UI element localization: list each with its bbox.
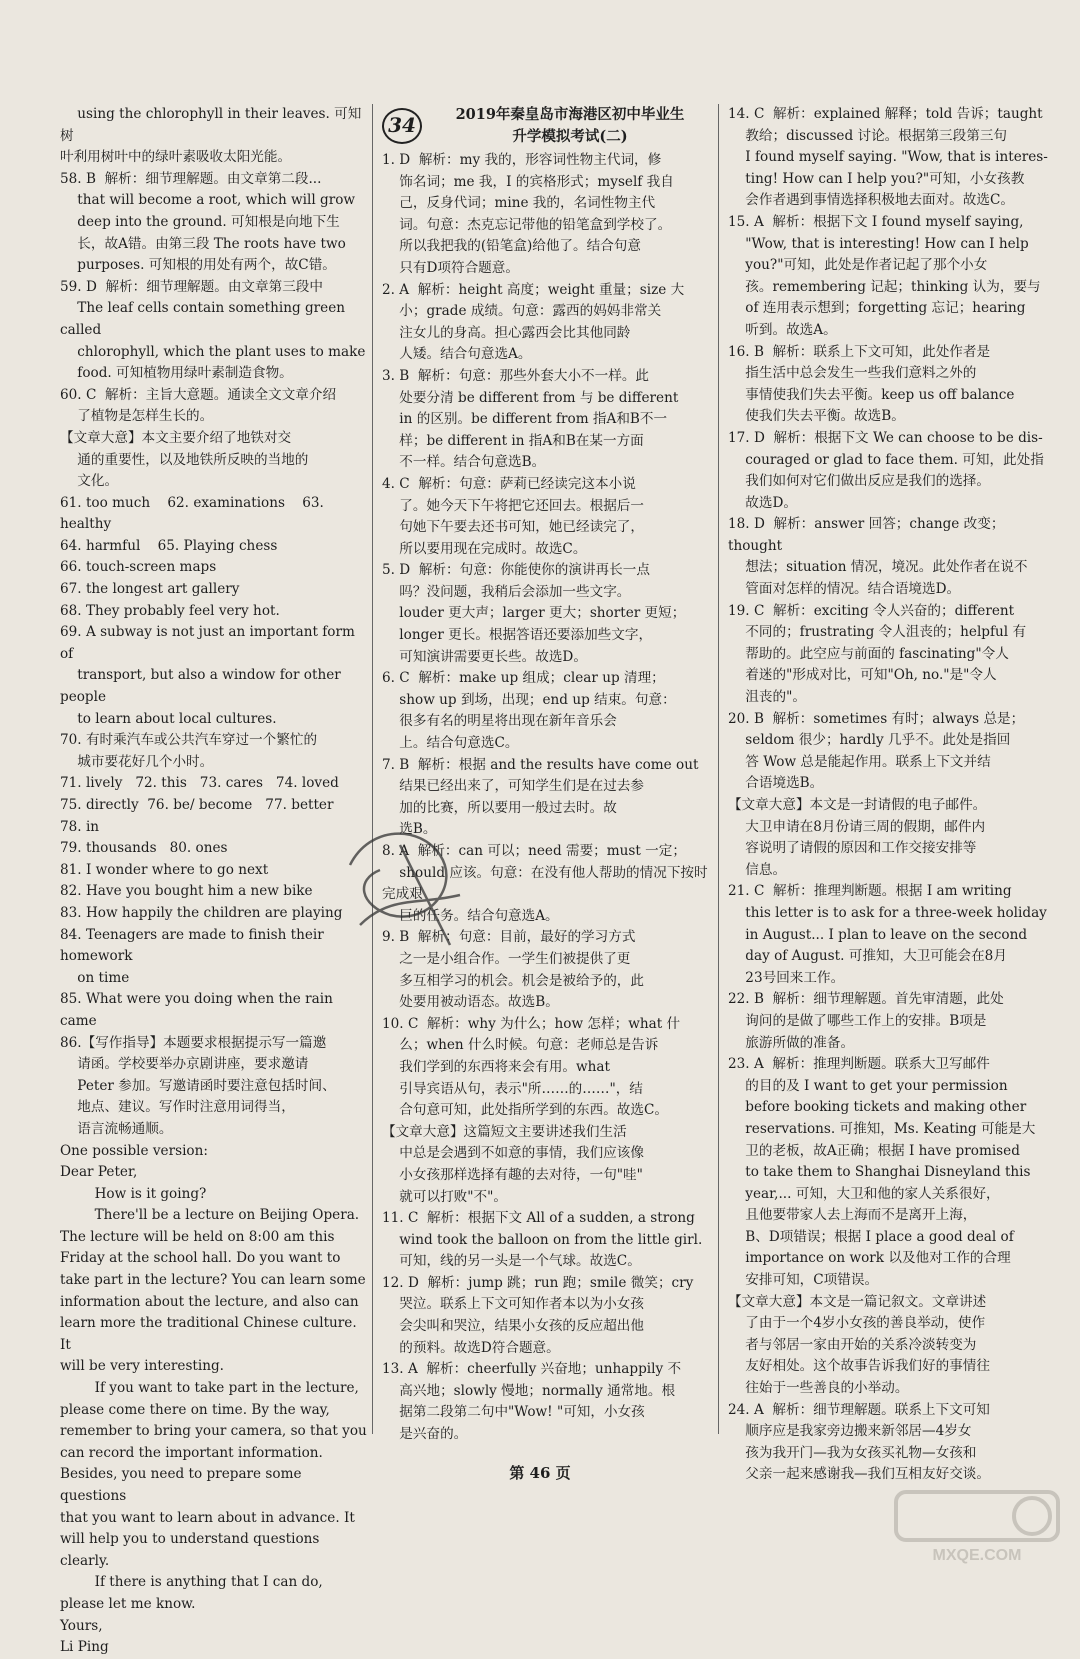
text-line: 想法；situation 情况，境况。此处作者在说不 <box>728 559 1028 576</box>
text-line: 71. lively 72. this 73. cares 74. loved <box>60 775 339 792</box>
text-line: please come there on time. By the way, <box>60 1401 330 1418</box>
exam-number-badge: 34 <box>382 108 422 144</box>
text-line: 教给；discussed 讨论。根据第三段第三句 <box>728 127 1008 144</box>
text-line: before booking tickets and making other <box>728 1099 1027 1116</box>
text-line: in 的区别。be different from 指A和B不一 <box>382 411 668 428</box>
text-line: seldom 很少；hardly 几乎不。此处是指回 <box>728 732 1011 749</box>
text-line: 沮丧的"。 <box>728 689 806 706</box>
text-line: year,... 可知，大卫和他的家人关系很好， <box>728 1185 1000 1202</box>
text-line: 事情使我们失去平衡。keep us off balance <box>728 386 1015 403</box>
handwritten-scribble <box>330 805 480 955</box>
text-line: 之一是小组合作。一学生们被提供了更 <box>382 950 631 967</box>
page-number: 第 46 页 <box>509 1464 571 1482</box>
text-line: 86.【写作指导】本题要求根据提示写一篇邀 <box>60 1034 327 1051</box>
text-line: 会作者遇到事情选择积极地去面对。故选C。 <box>728 192 1014 209</box>
text-line: 21. C 解析：推理判断题。根据 I am writing <box>728 883 1012 900</box>
text-line: 词。句意：杰克忘记带他的铅笔盒到学校了。 <box>382 216 672 233</box>
text-line: 79. thousands 80. ones <box>60 840 228 857</box>
text-line: 旅游所做的准备。 <box>728 1034 855 1051</box>
text-line: 16. B 解析：联系上下文可知，此处作者是 <box>728 343 991 360</box>
text-line: 大卫申请在8月份请三周的假期，邮件内 <box>728 818 986 835</box>
text-line: 小；grade 成绩。句意：露西的妈妈非常关 <box>382 303 662 320</box>
watermark-text: MXQE.COM <box>932 1547 1022 1564</box>
text-line: 管面对怎样的情况。结合语境选D。 <box>728 581 961 598</box>
text-line: couraged or glad to face them. 可知，此处指 <box>728 451 1044 468</box>
text-line: 使我们失去平衡。故选B。 <box>728 408 905 425</box>
text-line: 13. A 解析：cheerfully 兴奋地；unhappily 不 <box>382 1361 682 1378</box>
text-line: chlorophyll, which the plant uses to make <box>60 343 366 360</box>
text-line: 15. A 解析：根据下文 I found myself saying, <box>728 213 1024 230</box>
text-line: 1. D 解析：my 我的，形容词性物主代词，修 <box>382 152 662 168</box>
text-line: 就可以打败"不"。 <box>382 1188 507 1205</box>
text-line: 者与邻居一家由开始的关系冷淡转变为 <box>728 1336 977 1353</box>
text-line: remember to bring your camera, so that you <box>60 1423 367 1440</box>
text-line: 所以我把我的(铅笔盒)给他了。结合句意 <box>382 238 641 255</box>
text-line: 83. How happily the children are playing <box>60 904 343 921</box>
column-divider <box>718 104 719 1434</box>
text-line: you?"可知，此处是作者记起了那个小女 <box>728 257 988 274</box>
text-line: 81. I wonder where to go next <box>60 861 269 878</box>
text-line: 合语境选B。 <box>728 775 824 792</box>
text-line: 孩。remembering 记起；thinking 认为，要与 <box>728 278 1041 295</box>
text-line: 58. B 解析：细节理解题。由文章第二段... <box>60 170 322 187</box>
text-line: 语言流畅通顺。 <box>60 1120 173 1137</box>
text-line: information about the lecture, and also can <box>60 1293 359 1310</box>
text-line: 84. Teenagers are made to finish their homework <box>60 926 329 965</box>
text-line: purposes. 可知根的用处有两个，故C错。 <box>60 257 336 274</box>
text-line: 9. B 解析：句意：目前，最好的学习方式 <box>382 929 636 946</box>
text-line: 68. They probably feel very hot. <box>60 602 280 619</box>
text-line: 3. B 解析：句意：那些外套大小不一样。此 <box>382 367 650 384</box>
text-line: 了由于一个4岁小女孩的善良举动，使作 <box>728 1315 986 1332</box>
text-line: B、D项错误；根据 I place a good deal of <box>728 1228 1014 1245</box>
text-line: 哭泣。联系上下文可知作者本以为小女孩 <box>382 1296 644 1313</box>
text-line: 82. Have you bought him a new bike <box>60 883 313 900</box>
text-line: 12. D 解析：jump 跳；run 跑；smile 微笑；cry <box>382 1274 694 1291</box>
exam-title-line2: 升学模拟考试(二) <box>512 128 628 145</box>
text-line: 据第二段第二句中"Wow! "可知，小女孩 <box>382 1404 645 1421</box>
text-line: louder 更大声；larger 更大；shorter 更短； <box>382 605 686 622</box>
text-line: 叶利用树叶中的绿叶素吸收太阳光能。 <box>60 149 292 166</box>
text-line: 11. C 解析：根据下文 All of a sudden, a strong <box>382 1210 695 1227</box>
left-column <box>60 104 368 1659</box>
exam-title <box>428 104 712 148</box>
text-line: 样；be different in 指A和B在某一方面 <box>382 432 644 449</box>
text-line: 6. C 解析：make up 组成；clear up 清理； <box>382 670 665 687</box>
text-line: If there is anything that I can do, <box>60 1574 323 1591</box>
text-line: 长，故A错。由第三段 The roots have two <box>60 235 346 252</box>
text-line: 卫的老板，故A正确；根据 I have promised <box>728 1142 1020 1159</box>
text-line: 59. D 解析：细节理解题。由文章第三段中 <box>60 278 323 295</box>
text-line: wind took the balloon on from the little girl. <box>382 1231 703 1248</box>
text-line: 【文章大意】本文主要介绍了地铁对交 <box>60 429 292 446</box>
text-line: 69. A subway is not just an important form of <box>60 624 360 662</box>
text-line: One possible version: <box>60 1142 208 1159</box>
text-line: 75. directly 76. be/ become 77. better 78. in <box>60 797 347 835</box>
text-line: will help you to understand questions <box>60 1531 320 1548</box>
text-line: 我们如何对它们做出反应是我们的选择。 <box>728 473 990 490</box>
text-line: 合句意可知，此处指所学到的东西。故选C。 <box>382 1102 668 1119</box>
text-line: Dear Peter, <box>60 1164 138 1181</box>
text-line: 小女孩那样选择有趣的去对待，一句"哇" <box>382 1166 643 1183</box>
text-line: How is it going? <box>60 1185 207 1202</box>
text-line: to learn about local cultures. <box>60 710 277 727</box>
text-line: ting! How can I help you?"可知，小女孩教 <box>728 170 1025 187</box>
text-line: should 应该。句意：在没有他人帮助的情况下按时完成艰 <box>382 864 708 903</box>
text-line: 信息。 <box>728 861 787 878</box>
text-line: 指生活中总会发生一些我们意料之外的 <box>728 365 977 382</box>
text-line: 是兴奋的。 <box>382 1426 468 1443</box>
text-line: The lecture will be held on 8:00 am this <box>60 1228 335 1245</box>
text-line: 上。结合句意选C。 <box>382 735 519 752</box>
text-line: 不一样。结合句意选B。 <box>382 454 546 471</box>
text-line: 4. C 解析：句意：萨莉已经读完这本小说 <box>382 475 636 492</box>
text-line: 句她下午要去还书可知，她已经读完了， <box>382 519 644 536</box>
text-line: 城市要花好几个小时。 <box>60 753 214 770</box>
text-line: reservations. 可推知，Ms. Keating 可能是大 <box>728 1120 1036 1137</box>
text-line: 巨的任务。结合句意选A。 <box>382 907 559 924</box>
text-line: show up 到场，出现；end up 结束。句意： <box>382 691 676 708</box>
text-line: The leaf cells contain something green called <box>60 300 350 338</box>
text-line: 61. too much 62. examinations 63. healthy <box>60 494 329 533</box>
text-line: 22. B 解析：细节理解题。首先审清题，此处 <box>728 991 1004 1008</box>
text-line: 64. harmful 65. Playing chess <box>60 537 278 554</box>
text-line: 加的比赛，所以要用一般过去时。故 <box>382 799 617 816</box>
text-line: 70. 有时乘汽车或公共汽车穿过一个繁忙的 <box>60 732 318 749</box>
text-line: 5. D 解析：句意：你能使你的演讲再长一点 <box>382 562 650 579</box>
text-line: 请函。学校要举办京剧讲座，要求邀请 <box>60 1056 309 1073</box>
text-line: 注女儿的身高。担心露西会比其他同龄 <box>382 324 631 341</box>
text-line: of 连用表示想到；forgetting 忘记；hearing <box>728 300 1026 317</box>
text-line: importance on work 以及他对工作的合理 <box>728 1250 1011 1267</box>
text-line: 【文章大意】这篇短文主要讲述我们生活 <box>382 1123 627 1140</box>
text-line: 饰名词；me 我，I 的宾格形式；myself 我自 <box>382 173 674 190</box>
text-line: 中总是会遇到不如意的事情，我们应该像 <box>382 1145 644 1162</box>
text-line: 高兴地；slowly 慢地；normally 通常地。根 <box>382 1382 676 1399</box>
text-line: food. 可知植物用绿叶素制造食物。 <box>60 365 293 382</box>
text-line: 通的重要性，以及地铁所反映的当地的 <box>60 451 309 468</box>
text-line: 处要分清 be different from 与 be different <box>382 389 679 406</box>
text-line: 66. touch-screen maps <box>60 559 217 576</box>
text-line: this letter is to ask for a three-week holiday <box>728 904 1047 921</box>
text-line: If you want to take part in the lecture, <box>60 1380 359 1397</box>
text-line: to take them to Shanghai Disneyland this <box>728 1164 1031 1181</box>
text-line: 14. C 解析：explained 解释；told 告诉；taught <box>728 106 1043 122</box>
text-line: that will become a root, which will grow <box>60 192 356 209</box>
text-line: 友好相处。这个故事告诉我们好的事情往 <box>728 1358 990 1375</box>
text-line: 着迷的"形成对比，可知"Oh, no."是"令人 <box>728 667 997 684</box>
text-line: 的目的及 I want to get your permission <box>728 1077 1008 1094</box>
text-line: 了植物是怎样生长的。 <box>60 408 214 425</box>
text-line: 23. A 解析：推理判断题。联系大卫写邮件 <box>728 1056 990 1073</box>
text-line: that you want to learn about in advance. It <box>60 1509 355 1526</box>
right-column <box>728 104 1058 1486</box>
text-line: 2. A 解析：height 高度；weight 重量；size 大 <box>382 281 685 298</box>
text-line: 么；when 什么时候。句意：老师总是告诉 <box>382 1037 659 1054</box>
text-line: day of August. 可推知，大卫可能会在8月 <box>728 948 1007 965</box>
text-line: 引导宾语从句，表示"所……的……"，结 <box>382 1080 643 1097</box>
text-line: on time <box>60 969 130 986</box>
exam-title-line1: 2019年秦皇岛市海港区初中毕业生 <box>455 106 685 123</box>
text-line: 处要用被动语态。故选B。 <box>382 994 559 1011</box>
text-line: 答 Wow 总是能起作用。联系上下文并结 <box>728 753 991 770</box>
text-line: please let me know. <box>60 1595 196 1612</box>
text-line: 故选D。 <box>728 494 797 511</box>
text-line: 文化。 <box>60 473 119 490</box>
text-line: 所以要用现在完成时。故选C。 <box>382 540 587 557</box>
text-line: 容说明了请假的原因和工作交接安排等 <box>728 840 977 857</box>
text-line: 可知，线的另一头是一个气球。故选C。 <box>382 1253 641 1270</box>
text-line: 多互相学习的机会。机会是被给予的，此 <box>382 972 644 989</box>
text-line: 人矮。结合句意选A。 <box>382 346 532 363</box>
text-line: 选B。 <box>382 821 437 838</box>
exam-header <box>382 104 712 148</box>
text-line: "Wow, that is interesting! How can I help <box>728 235 1029 252</box>
text-line: can record the important information. <box>60 1444 323 1461</box>
text-line: 20. B 解析：sometimes 有时；always 总是； <box>728 710 1025 727</box>
text-line: 18. D 解析：answer 回答；change 改变；thought <box>728 516 1005 554</box>
text-line: 只有D项符合题意。 <box>382 259 519 276</box>
text-line: in August... I plan to leave on the second <box>728 926 1028 943</box>
text-line: 吗？没问题，我稍后会添加一些文字。 <box>382 583 631 600</box>
text-line: 询问的是做了哪些工作上的安排。B项是 <box>728 1012 987 1029</box>
text-line: 且他要带家人去上海而不是离开上海， <box>728 1207 977 1224</box>
text-line: 地点、建议。写作时注意用词得当， <box>60 1099 295 1116</box>
watermark-logo <box>892 1488 1062 1566</box>
middle-column-body <box>382 150 712 1446</box>
column-divider <box>372 104 373 1434</box>
text-line: 很多有名的明星将出现在新年音乐会 <box>382 713 617 730</box>
text-line: 23号回来工作。 <box>728 969 845 986</box>
text-line: 父亲一起来感谢我—我们互相友好交谈。 <box>728 1466 990 1483</box>
text-line: 的预料。故选D符合题意。 <box>382 1339 560 1356</box>
text-line: 17. D 解析：根据下文 We can choose to be dis- <box>728 429 1043 446</box>
text-line: 85. What were you doing when the rain came <box>60 991 338 1029</box>
text-line: 顺序应是我家旁边搬来新邻居—4岁女 <box>728 1423 972 1440</box>
text-line: Li Ping <box>60 1639 109 1656</box>
text-line: deep into the ground. 可知根是向地下生 <box>60 213 340 230</box>
text-line: 67. the longest art gallery <box>60 581 240 598</box>
text-line: 了。她今天下午将把它还回去。根据后一 <box>382 497 644 514</box>
text-line: 会尖叫和哭泣，结果小女孩的反应超出他 <box>382 1318 644 1335</box>
text-line: take part in the lecture? You can learn some <box>60 1272 366 1289</box>
text-line: Peter 参加。写邀请函时要注意包括时间、 <box>60 1077 336 1094</box>
text-line: 可知演讲需要更长些。故选D。 <box>382 648 587 665</box>
text-line: 帮助的。此空应与前面的 fascinating"令人 <box>728 645 1009 662</box>
text-line: 10. C 解析：why 为什么；how 怎样；what 什 <box>382 1015 681 1032</box>
text-line: using the chlorophyll in their leaves. 可知树 <box>60 106 362 144</box>
text-line: Besides, you need to prepare some questions <box>60 1466 306 1504</box>
text-line: 孩为我开门—我为女孩买礼物—女孩和 <box>728 1444 977 1461</box>
text-line: Friday at the school hall. Do you want to <box>60 1250 341 1267</box>
text-line: 安排可知，C项错误。 <box>728 1272 879 1289</box>
text-line: 【文章大意】本文是一封请假的电子邮件。 <box>728 797 987 813</box>
text-line: 听到。故选A。 <box>728 321 837 338</box>
text-line: learn more the traditional Chinese culture. It <box>60 1315 362 1353</box>
text-line: 19. C 解析：exciting 令人兴奋的；different <box>728 602 1015 619</box>
text-line: 7. B 解析：根据 and the results have come out <box>382 756 699 773</box>
text-line: will be very interesting. <box>60 1358 225 1375</box>
middle-column <box>382 104 712 1446</box>
text-line: Yours, <box>60 1617 103 1634</box>
text-line: transport, but also a window for other people <box>60 667 346 706</box>
text-line: 【文章大意】本文是一篇记叙文。文章讲述 <box>728 1293 987 1310</box>
text-line: 往始于一些善良的小举动。 <box>728 1380 909 1397</box>
text-line: 己，反身代词；mine 我的，名词性物主代 <box>382 195 656 212</box>
text-line: 不同的；frustrating 令人沮丧的；helpful 有 <box>728 624 1027 641</box>
text-line: 我们学到的东西将来会有用。what <box>382 1058 610 1075</box>
text-line: 结果已经出来了，可知学生们是在过去参 <box>382 778 644 795</box>
text-line: 24. A 解析：细节理解题。联系上下文可知 <box>728 1401 990 1418</box>
text-line: I found myself saying. "Wow, that is interes- <box>728 149 1048 166</box>
text-line: 8. A 解析：can 可以；need 需要；must 一定； <box>382 843 686 859</box>
text-line: clearly. <box>60 1552 110 1569</box>
text-line: There'll be a lecture on Beijing Opera. <box>60 1207 360 1224</box>
text-line: longer 更长。根据答语还要添加些文字， <box>382 627 653 644</box>
text-line: 60. C 解析：主旨大意题。通读全文文章介绍 <box>60 386 337 403</box>
